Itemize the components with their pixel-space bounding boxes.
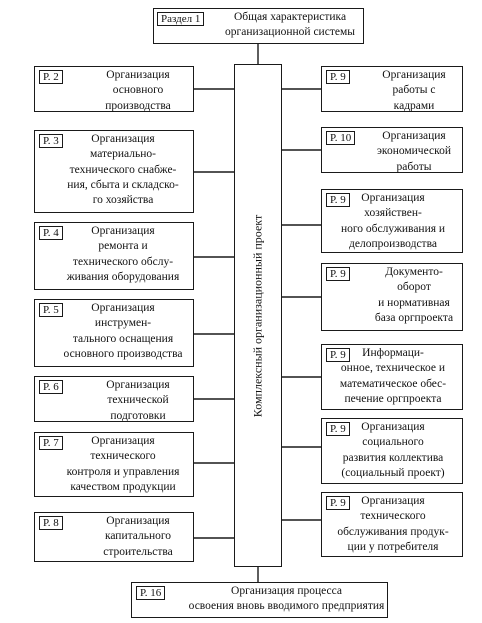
left-box-tag: Р. 2 xyxy=(39,70,63,84)
right-box-text: Организация технического обслуживания продук- ции у потребителя xyxy=(337,495,449,553)
right-box-2 xyxy=(321,127,463,173)
right-box-tag: Р. 9 xyxy=(326,70,350,84)
top-section-title: Общая характеристика организационной системы xyxy=(225,11,355,38)
right-box-text: Организация социального развития коллектива (социальный проект) xyxy=(341,421,445,479)
left-box-1 xyxy=(34,66,194,112)
left-box-4 xyxy=(34,299,194,367)
top-section-tag: Раздел 1 xyxy=(157,12,204,26)
left-box-text: Организация материально- технического снабже- ния, сбыта и складско- го хозяйства xyxy=(67,133,179,207)
left-box-text: Организация ремонта и технического обслу- живания оборудования xyxy=(66,225,180,283)
right-box-text: Документо- оборот и нормативная база оргпроекта xyxy=(374,266,454,324)
right-box-text: Организация хозяйствен- ного обслуживания и делопроизводства xyxy=(340,192,446,250)
left-box-7 xyxy=(34,512,194,562)
right-box-1 xyxy=(321,66,463,112)
left-box-tag: Р. 6 xyxy=(39,380,63,394)
left-box-6 xyxy=(34,432,194,497)
right-box-text: Организация работы с кадрами xyxy=(382,69,446,112)
bottom-box xyxy=(131,582,388,618)
left-box-text: Организация основного производства xyxy=(105,69,171,112)
right-box-3 xyxy=(321,189,463,253)
left-box-tag: Р. 8 xyxy=(39,516,63,530)
right-box-tag: Р. 9 xyxy=(326,422,350,436)
right-box-tag: Р. 9 xyxy=(326,193,350,207)
center-project-label: Комплексный организационный проект xyxy=(250,214,265,417)
left-box-tag: Р. 7 xyxy=(39,436,63,450)
right-box-tag: Р. 10 xyxy=(326,131,355,145)
left-box-3 xyxy=(34,222,194,290)
left-box-text: Организация инструмен- тального оснащения основного производства xyxy=(63,302,183,360)
bottom-section-text: Организация процесса освоения вновь вводимого предприятия xyxy=(188,585,385,613)
left-box-2 xyxy=(34,130,194,213)
right-box-text: Информаци- онное, техническое и математическое обес- печение оргпроекта xyxy=(339,347,447,405)
left-box-tag: Р. 4 xyxy=(39,226,63,240)
left-box-tag: Р. 3 xyxy=(39,134,63,148)
right-box-text: Организация экономической работы xyxy=(377,130,451,173)
right-box-5 xyxy=(321,344,463,410)
right-box-4 xyxy=(321,263,463,331)
bottom-section-tag: Р. 16 xyxy=(136,586,165,600)
center-project-box xyxy=(234,64,282,567)
left-box-text: Организация технической подготовки xyxy=(106,379,170,422)
right-box-tag: Р. 9 xyxy=(326,267,350,281)
right-box-6 xyxy=(321,418,463,484)
left-box-tag: Р. 5 xyxy=(39,303,63,317)
top-box xyxy=(153,8,364,44)
right-box-tag: Р. 9 xyxy=(326,348,350,362)
left-box-5 xyxy=(34,376,194,422)
right-box-7 xyxy=(321,492,463,557)
left-box-text: Организация технического контроля и управления качеством продукции xyxy=(66,435,180,493)
right-box-tag: Р. 9 xyxy=(326,496,350,510)
left-box-text: Организация капитального строительства xyxy=(103,515,173,558)
